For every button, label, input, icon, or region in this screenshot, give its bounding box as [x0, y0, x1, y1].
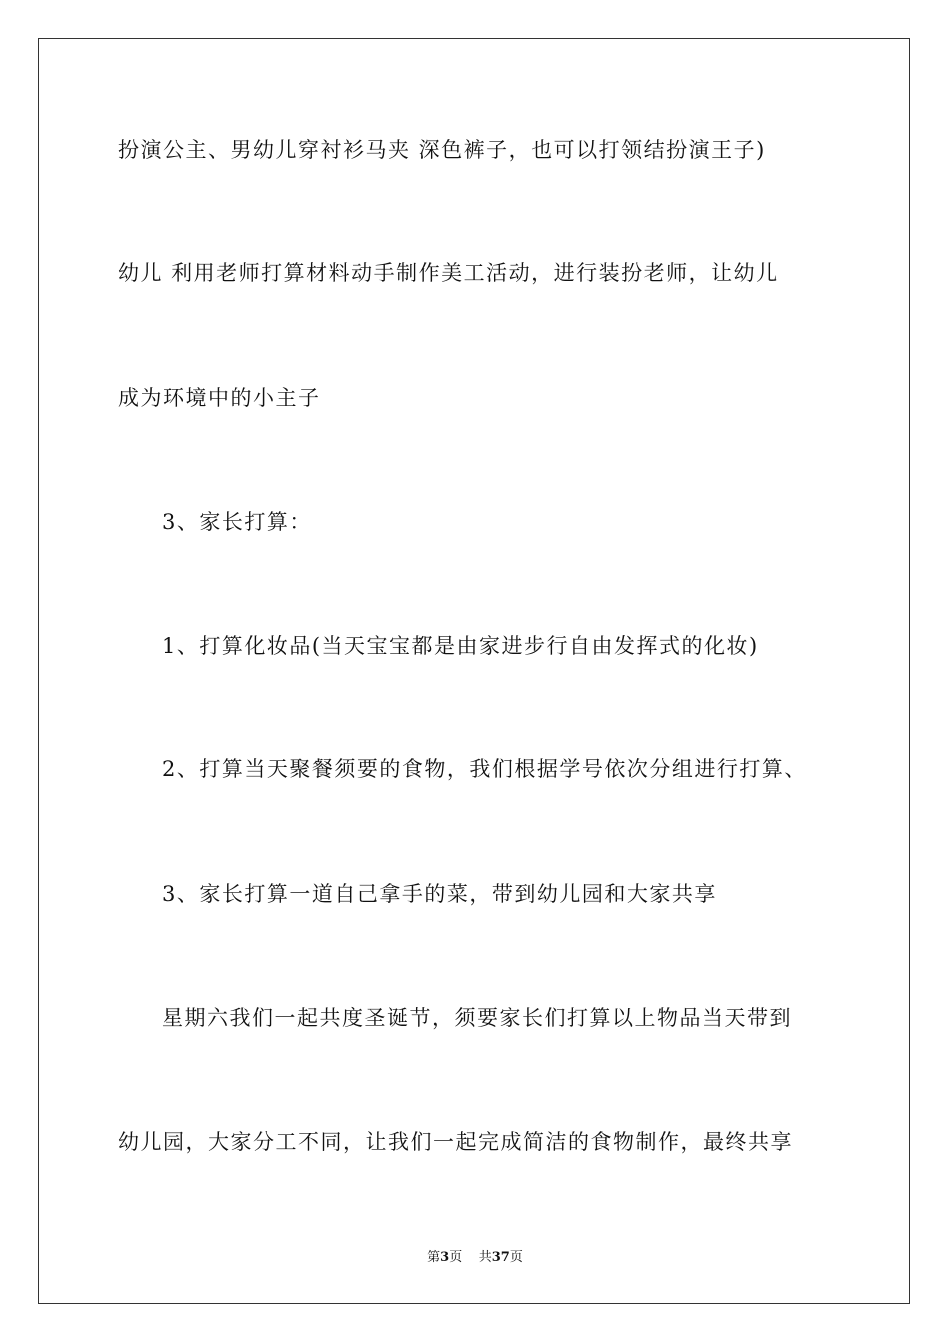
- total-pages: 37: [491, 1250, 510, 1265]
- total-label-suffix: 页: [509, 1250, 523, 1265]
- list-item: 2、打算当天聚餐须要的食物，我们根据学号依次分组进行打算、: [162, 757, 807, 781]
- total-label-prefix: 共: [478, 1250, 492, 1265]
- list-item: 3、家长打算一道自己拿手的菜，带到幼儿园和大家共享: [162, 882, 717, 906]
- list-item: 1、打算化妆品(当天宝宝都是由家进步行自由发挥式的化妆): [162, 634, 759, 658]
- page-footer: [0, 1250, 950, 1266]
- paragraph-line: 幼儿园，大家分工不同，让我们一起完成简洁的食物制作，最终共享: [118, 1130, 793, 1154]
- section-heading: 3、家长打算：: [162, 510, 312, 534]
- page-label-prefix: 第: [427, 1250, 441, 1265]
- page-border: [38, 38, 910, 1304]
- page-number: 3: [440, 1250, 450, 1265]
- page-label-suffix: 页: [449, 1250, 463, 1265]
- text-line: 扮演公主、男幼儿穿衬衫马夹 深色裤子，也可以打领结扮演王子): [118, 138, 766, 162]
- text-line: 幼儿 利用老师打算材料动手制作美工活动，进行装扮老师，让幼儿: [118, 261, 779, 285]
- paragraph-line: 星期六我们一起共度圣诞节，须要家长们打算以上物品当天带到: [162, 1006, 792, 1030]
- text-line: 成为环境中的小主子: [118, 386, 321, 410]
